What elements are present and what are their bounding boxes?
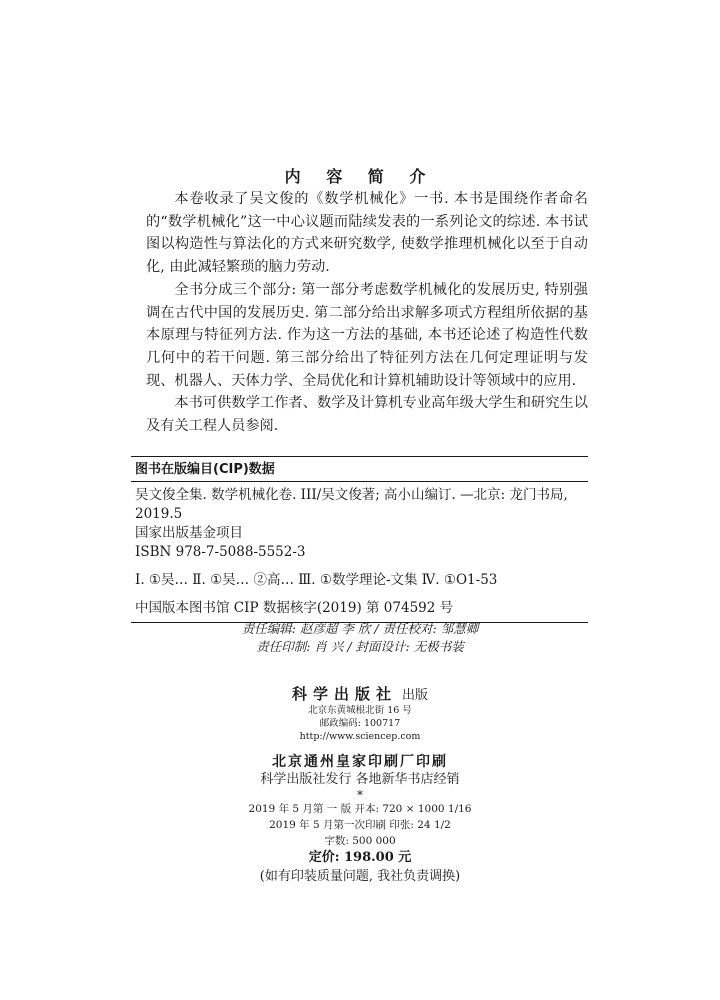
summary-paragraph: 全书分成三个部分: 第一部分考虑数学机械化的发展历史, 特别强调在古代中国的发展历史. 第二部分给出求解多项式方程组所依据的基本原理与特征列方法. 作为这一方法的基础, 本书还论述了构造性代数几何中的若干问题. 第三部分给出了特征列方法在几何定理证明与发现、机器人、天体力学、全局优化和计算机辅助设计等领域中的应用. xyxy=(146,281,588,389)
summary-text xyxy=(146,188,588,438)
publisher-website: http://www.sciencep.com xyxy=(299,731,421,742)
publisher-info xyxy=(0,683,720,886)
cip-line: 吴文俊全集. 数学机械化卷. III/吴文俊著; 高小山编订. —北京: 龙门书局, 2019.5 xyxy=(135,487,568,522)
cip-isbn: ISBN 978-7-5088-5552-3 xyxy=(135,544,306,560)
distribution-line: 科学出版社发行 各地新华书店经销 xyxy=(260,772,460,787)
cip-header: 图书在版编目(CIP)数据 xyxy=(131,457,588,482)
printer-name: 北京通州皇家印刷厂印刷 xyxy=(272,754,448,770)
cip-line: 国家出版基金项目 xyxy=(135,525,243,541)
editor-credits xyxy=(0,620,720,656)
publisher-postcode: 邮政编码: 100717 xyxy=(319,718,401,729)
printing-line: 2019 年 5 月第一次印刷 印张: 24 1/2 xyxy=(269,819,451,831)
cip-classification: Ⅰ. ①吴… Ⅱ. ①吴… ②高… Ⅲ. ①数学理论-文集 Ⅳ. ①O1-53 xyxy=(135,572,498,588)
cip-record-number: 中国版本图书馆 CIP 数据核字(2019) 第 074592 号 xyxy=(135,600,454,616)
edition-line: 2019 年 5 月第 一 版 开本: 720 × 1000 1/16 xyxy=(248,803,472,815)
separator-star: * xyxy=(357,788,363,802)
summary-paragraph: 本书可供数学工作者、数学及计算机专业高年级大学生和研究生以及有关工程人员参阅. xyxy=(146,395,588,435)
summary-title: 内 容 简 介 xyxy=(284,167,436,186)
cip-body xyxy=(131,482,588,622)
cip-block xyxy=(131,456,588,623)
price-line: 定价: 198.00 元 xyxy=(308,850,412,865)
editor-line: 责任印制: 肖 兴 / 封面设计: 无极书装 xyxy=(256,639,464,654)
publisher-address: 北京东黄城根北街 16 号 xyxy=(308,705,412,716)
wordcount-line: 字数: 500 000 xyxy=(324,835,396,847)
publisher-suffix: 出版 xyxy=(402,688,429,703)
publisher-name: 科学出版社 xyxy=(291,685,397,703)
editor-line: 责任编辑: 赵彦超 李 欣 / 责任校对: 邹慧卿 xyxy=(241,621,479,636)
summary-paragraph: 本卷收录了吴文俊的《数学机械化》一书. 本书是围绕作者命名的“数学机械化”这一中心议题而陆续发表的一系列论文的综述. 本书试图以构造性与算法化的方式来研究数学, 使数学推理机械化以至于自动化, 由此减轻繁琐的脑力劳动. xyxy=(146,191,588,276)
quality-notice: (如有印装质量问题, 我社负责调换) xyxy=(259,869,461,884)
